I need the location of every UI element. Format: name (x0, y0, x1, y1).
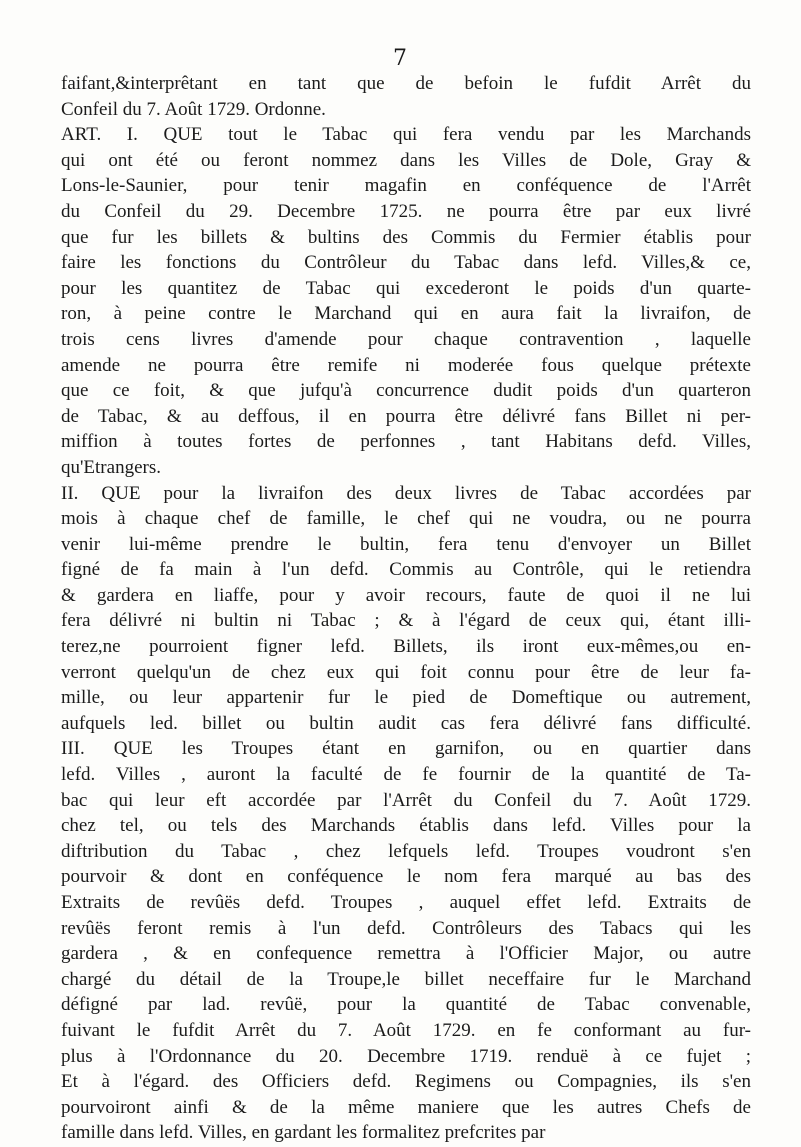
text-line: chargé du détail de la Troupe,le billet neceffaire fur le Marchand (61, 968, 751, 990)
text-line: Et à l'égard. des Officiers defd. Regimens ou Compagnies, ils s'en (61, 1071, 751, 1093)
text-line: miffion à toutes fortes de perfonnes , tant Habitans defd. Villes, (61, 431, 751, 453)
text-line: figné de fa main à l'un defd. Commis au Contrôle, qui le retiendra (61, 559, 751, 581)
text-line: ART. I. QUE tout le Tabac qui fera vendu par les Marchands (61, 124, 751, 146)
text-line: mille, ou leur appartenir fur le pied de Domeftique ou autrement, (61, 687, 751, 709)
text-line: diftribution du Tabac , chez lefquels lefd. Troupes voudront s'en (61, 840, 751, 862)
text-line: défigné par lad. revûë, pour la quantité de Tabac convenable, (61, 994, 751, 1016)
text-line: Lons-le-Saunier, pour tenir magafin en conféquence de l'Arrêt (61, 175, 751, 197)
text-line: faire les fonctions du Contrôleur du Tabac dans lefd. Villes,& ce, (61, 252, 751, 274)
text-line: amende ne pourra être remife ni moderée fous quelque prétexte (61, 354, 751, 376)
text-line: faifant,&interprêtant en tant que de befoin le fufdit Arrêt du (61, 73, 751, 94)
text-line: qu'Etrangers. (61, 456, 161, 478)
text-line: plus à l'Ordonnance du 20. Decembre 1719. renduë à ce fujet ; (61, 1045, 751, 1067)
text-line: III. QUE les Troupes étant en garnifon, ou en quartier dans (61, 738, 751, 760)
text-line: famille dans lefd. Villes, en gardant les formalitez prefcrites par (61, 1122, 546, 1144)
text-line: pour les quantitez de Tabac qui excederont le poids d'un quarte- (61, 277, 751, 299)
text-line: terez,ne pourroient figner lefd. Billets, ils iront eux-mêmes,ou en- (61, 636, 751, 658)
text-line: bac qui leur eft accordée par l'Arrêt du Confeil du 7. Août 1729. (61, 789, 751, 811)
text-line: gardera , & en confequence remettra à l'Officier Major, ou autre (61, 943, 751, 965)
text-line: fuivant le fufdit Arrêt du 7. Août 1729. en fe conformant au fur- (61, 1019, 751, 1041)
text-line: trois cens livres d'amende pour chaque contravention , laquelle (61, 328, 751, 350)
text-line: que fur les billets & bultins des Commis du Fermier établis pour (61, 226, 751, 248)
text-line: venir lui-même prendre le bultin, fera tenu d'envoyer un Billet (61, 533, 751, 555)
page-number: 7 (393, 46, 407, 71)
text-line: de Tabac, & au deffous, il en pourra être délivré fans Billet ni per- (61, 405, 751, 427)
text-line: II. QUE pour la livraifon des deux livres de Tabac accordées par (61, 482, 751, 504)
text-line: pourvoiront ainfi & de la même maniere que les autres Chefs de (61, 1096, 751, 1118)
text-line: ron, à peine contre le Marchand qui en aura fait la livraifon, de (61, 303, 751, 325)
text-line: aufquels led. billet ou bultin audit cas fera délivré fans difficulté. (61, 712, 751, 734)
text-line: revûës feront remis à l'un defd. Contrôleurs des Tabacs qui les (61, 917, 751, 939)
text-line: Confeil du 7. Août 1729. Ordonne. (61, 98, 326, 120)
text-line: que ce foit, & que jufqu'à concurrence dudit poids d'un quarteron (61, 380, 751, 402)
text-line: pourvoir & dont en conféquence le nom fera marqué au bas des (61, 866, 751, 888)
text-line: mois à chaque chef de famille, le chef qui ne voudra, ou ne pourra (61, 508, 751, 530)
text-line: du Confeil du 29. Decembre 1725. ne pourra être par eux livré (61, 200, 751, 222)
text-line: qui ont été ou feront nommez dans les Villes de Dole, Gray & (61, 149, 751, 171)
text-line: chez tel, ou tels des Marchands établis dans lefd. Villes pour la (61, 815, 751, 837)
text-line: Extraits de revûës defd. Troupes , auquel effet lefd. Extraits de (61, 892, 751, 913)
text-line: lefd. Villes , auront la faculté de fe fournir de la quantité de Ta- (61, 764, 751, 786)
text-line: verront quelqu'un de chez eux qui foit connu pour être de leur fa- (61, 661, 751, 683)
text-line: & gardera en liaffe, pour y avoir recours, faute de quoi il ne lui (61, 584, 751, 606)
text-line: fera délivré ni bultin ni Tabac ; & à l'égard de ceux qui, étant illi- (61, 610, 751, 632)
ordinance-text (61, 71, 751, 1146)
